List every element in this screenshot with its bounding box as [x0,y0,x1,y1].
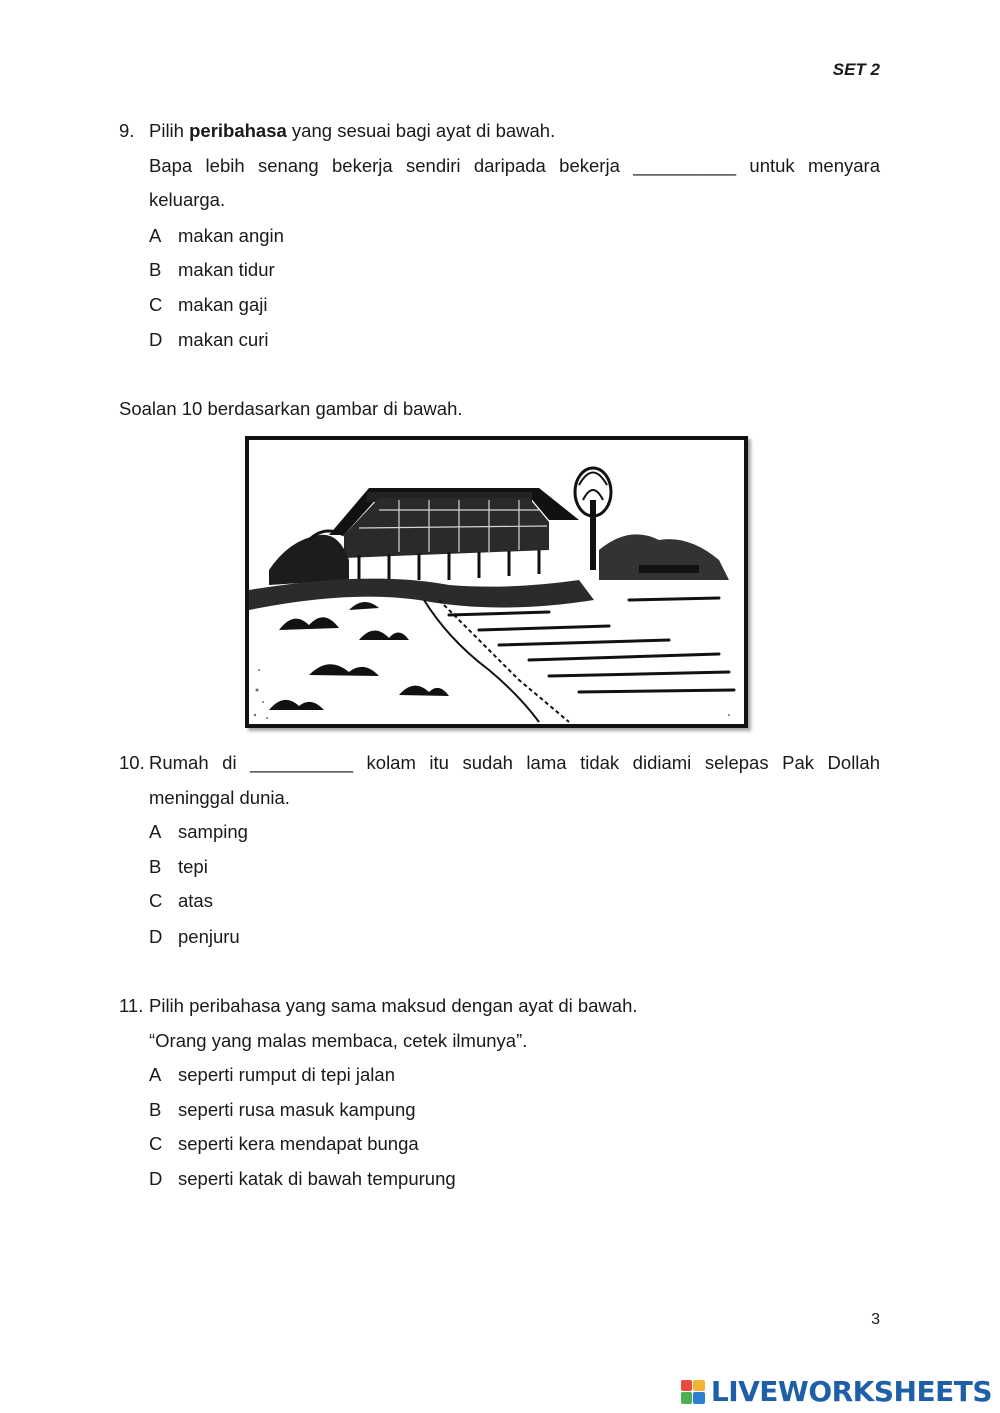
illustration-drawing [249,440,744,724]
question-10-option-b-letter: B [149,856,162,877]
question-9-prompt-start: Pilih [149,120,190,141]
question-9-prompt [149,120,555,142]
question-9-option-d-letter: D [149,329,163,350]
question-9-option-b[interactable]: makan tidur [178,259,275,280]
question-10-number: 10. [119,752,145,773]
question-10-option-a[interactable]: samping [178,821,248,842]
question-11-option-a-letter: A [149,1064,162,1085]
question-9-option-c[interactable]: makan gaji [178,294,268,315]
question-9-option-b-letter: B [149,259,162,280]
question-11-quote: “Orang yang malas membaca, cetek ilmunya”. [149,1030,528,1051]
question-11-option-a[interactable]: seperti rumput di tepi jalan [178,1064,395,1085]
house-by-pond-illustration [245,436,748,728]
question-10-option-c[interactable]: atas [178,890,213,911]
question-11-option-d-letter: D [149,1168,163,1189]
question-10-line-1: Rumah di __________ kolam itu sudah lama tidak didiami selepas Pak Dollah [149,752,880,773]
brand-name: LIVEWORKSHEETS [710,1375,992,1408]
question-10-option-d[interactable]: penjuru [178,926,240,947]
question-10-option-a-letter: A [149,821,162,842]
question-10-option-c-letter: C [149,890,163,911]
liveworksheets-logo-icon [681,1380,705,1404]
question-10-option-d-letter: D [149,926,163,947]
question-10-line-2: meninggal dunia. [149,787,290,808]
question-11-option-c-letter: C [149,1133,163,1154]
question-11-option-b-letter: B [149,1099,162,1120]
question-10-intro: Soalan 10 berdasarkan gambar di bawah. [119,398,463,419]
question-9-option-c-letter: C [149,294,163,315]
question-9-option-a-letter: A [149,225,162,246]
tree-trunk [590,500,596,570]
set-label: SET 2 [832,60,880,79]
question-11-option-c[interactable]: seperti kera mendapat bunga [178,1133,419,1154]
question-9-prompt-end: yang sesuai bagi ayat di bawah. [286,120,556,141]
question-9-option-d[interactable]: makan curi [178,329,269,350]
page-number: 3 [871,1311,880,1328]
question-11-number: 11. [119,995,144,1016]
liveworksheets-brand[interactable] [681,1375,992,1408]
question-9-option-a[interactable]: makan angin [178,225,284,246]
question-11-prompt: Pilih peribahasa yang sama maksud dengan ayat di bawah. [149,995,638,1016]
question-9-number: 9. [119,120,135,141]
question-9-sentence-line-1: Bapa lebih senang bekerja sendiri daripada bekerja __________ untuk menyara [149,155,880,176]
question-11-option-b[interactable]: seperti rusa masuk kampung [178,1099,416,1120]
question-9-sentence-line-2: keluarga. [149,189,226,210]
question-10-option-b[interactable]: tepi [178,856,208,877]
question-9-prompt-keyword: peribahasa [189,120,287,141]
question-11-option-d[interactable]: seperti katak di bawah tempurung [178,1168,456,1189]
